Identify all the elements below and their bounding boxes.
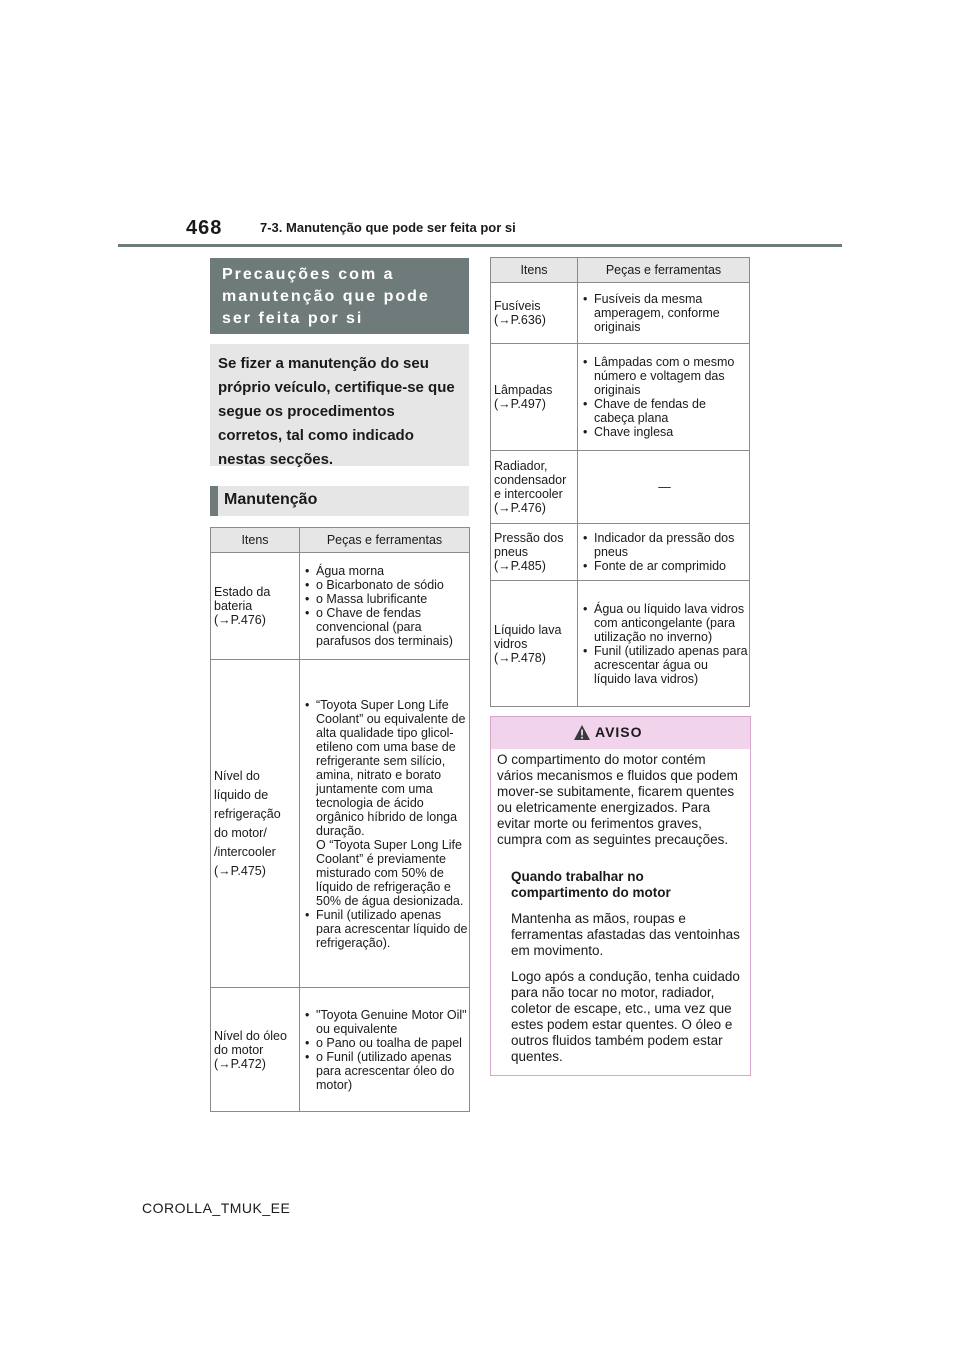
table-row [211,553,470,660]
list-item: • Chave de fendas de cabeça plana [581,397,748,425]
tools-cell [578,344,750,451]
warning-box [490,716,751,1076]
items-column-header: Itens [491,258,578,283]
warning-header [491,717,750,749]
table-row [491,524,750,581]
tools-column-header: Peças e ferramentas [578,258,750,283]
item-cell: Nível do líquido de refrigeração do motor/ /intercooler (→P.475) [211,660,300,988]
list-item: • Água ou líquido lava vidros com anticongelante (para utilização no inverno) [581,602,748,644]
maintenance-table-right [490,257,750,707]
items-column-header: Itens [211,528,300,553]
heading-accent-bar [210,486,218,516]
coolant-note: O “Toyota Super Long Life Coolant” é previamente misturado com 50% de líquido de refrigeração e 50% de água desionizada. [316,837,464,908]
table-row [491,344,750,451]
list-item: • “Toyota Super Long Life Coolant” ou equivalente de alta qualidade tipo glicol-etileno com uma base de refrigerante sem silício, amina, nitrato e borato juntamente com uma tecnologia de ácido orgânico híbrido de longa duração. O “Toyota Super Long Life Coolant” é previamente misturado com 50% de líquido de refrigeração e 50% de água desionizada. [303,698,468,908]
list-item: • Fonte de ar comprimido [581,559,748,573]
tools-cell [300,553,470,660]
table-row [491,451,750,524]
list-item: • o Massa lubrificante [303,592,468,606]
header-rule [118,244,842,247]
list-item: • Fusíveis da mesma amperagem, conforme originais [581,292,748,334]
list-item: • Funil (utilizado apenas para acrescentar água ou líquido lava vidros) [581,644,748,686]
list-item: • Água morna [303,564,468,578]
warning-triangle-icon [573,724,591,744]
list-item: • o Funil (utilizado apenas para acrescentar óleo do motor) [303,1050,468,1092]
warning-subheading: Quando trabalhar no compartimento do motor [511,869,671,900]
tools-cell-empty: — [578,451,750,524]
precautions-title: Precauções com a manutenção que pode ser feita por si [222,266,430,327]
table-row [211,988,470,1112]
warning-body: O compartimento do motor contém vários mecanismos e fluidos que podem mover-se subitamente, ficarem quentes ou eletricamente energizados. Para evitar morte ou ferimentos graves, cumpra com as seguintes precauções. [497,752,738,847]
item-cell: Líquido lava vidros (→P.478) [491,581,578,707]
tools-cell [300,660,470,988]
warning-paragraph: Logo após a condução, tenha cuidado para não tocar no motor, radiador, coletor de escape, etc., uma vez que estes podem estar quentes. O óleo e outros fluidos também podem estar quentes. [511,969,740,1064]
list-item: • Funil (utilizado apenas para acrescentar líquido de refrigeração). [303,908,468,950]
item-cell: Lâmpadas (→P.497) [491,344,578,451]
tools-cell [578,524,750,581]
footer-model-code: COROLLA_TMUK_EE [142,1200,291,1216]
tools-cell [578,581,750,707]
maintenance-heading-label: Manutenção [224,491,318,508]
item-cell: Pressão dos pneus (→P.485) [491,524,578,581]
list-item: • o Bicarbonato de sódio [303,578,468,592]
item-cell: Radiador, condensador e intercooler (→P.476) [491,451,578,524]
tools-cell [300,988,470,1112]
table-row [491,283,750,344]
precautions-title-box [210,258,469,334]
item-cell: Nível do óleo do motor (→P.472) [211,988,300,1112]
maintenance-heading [210,486,469,516]
list-item: • o Pano ou toalha de papel [303,1036,468,1050]
tools-cell [578,283,750,344]
tools-column-header: Peças e ferramentas [300,528,470,553]
intro-box [210,344,469,466]
page-number: 468 [186,217,223,239]
maintenance-table-left [210,527,470,1112]
warning-title: AVISO [595,724,643,740]
section-title: 7-3. Manutenção que pode ser feita por si [260,220,516,235]
intro-text: Se fizer a manutenção do seu próprio veículo, certifique-se que segue os procedimentos corretos, tal como indicado nestas secções. [218,355,455,468]
item-cell: Fusíveis (→P.636) [491,283,578,344]
list-item: • o Chave de fendas convencional (para parafusos dos terminais) [303,606,468,648]
table-row [491,581,750,707]
list-item: • "Toyota Genuine Motor Oil" ou equivalente [303,1008,468,1036]
list-item: • Lâmpadas com o mesmo número e voltagem das originais [581,355,748,397]
list-item: • Indicador da pressão dos pneus [581,531,748,559]
warning-paragraph: Mantenha as mãos, roupas e ferramentas afastadas das ventoinhas em movimento. [511,911,740,958]
table-row [211,660,470,988]
list-item: • Chave inglesa [581,425,748,439]
item-cell: Estado da bateria (→P.476) [211,553,300,660]
